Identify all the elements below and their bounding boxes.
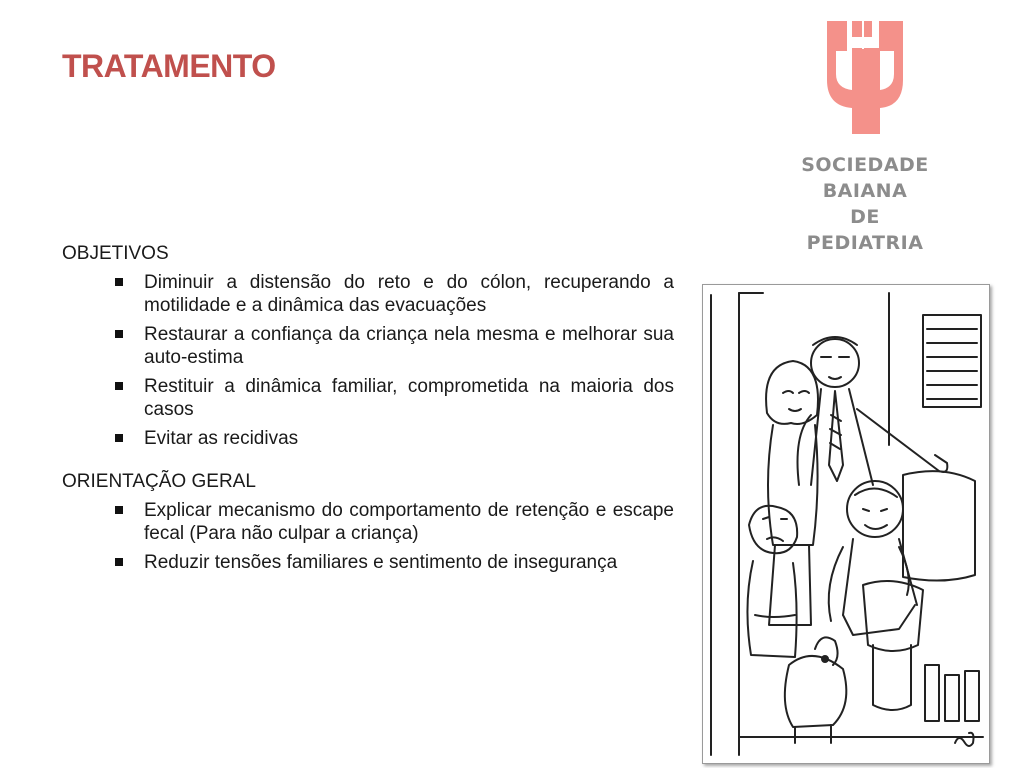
list-item <box>114 375 674 421</box>
section-objetivos <box>62 242 674 450</box>
bullet-list <box>62 271 674 450</box>
list-item <box>114 551 674 574</box>
bullet-text: Explicar mecanismo do comportamento de retenção e escape fecal (Para não culpar a criança) <box>144 500 674 544</box>
list-item <box>114 499 674 545</box>
logo-text <box>790 152 940 256</box>
square-bullet-icon <box>115 506 123 514</box>
slide-body <box>62 242 674 594</box>
bullet-list <box>62 499 674 574</box>
logo-line-3: DE PEDIATRIA <box>806 206 924 254</box>
slide-title: TRATAMENTO <box>62 48 276 84</box>
list-item <box>114 271 674 317</box>
logo-line-1: SOCIEDADE <box>801 154 929 176</box>
logo-line-2: BAIANA <box>822 180 908 202</box>
square-bullet-icon <box>115 330 123 338</box>
pediatric-cross-icon <box>790 18 940 148</box>
bullet-text: Diminuir a distensão do reto e do cólon, recuperando a motilidade e a dinâmica das evacuações <box>144 272 674 316</box>
society-logo <box>790 18 940 254</box>
square-bullet-icon <box>115 558 123 566</box>
family-bathroom-cartoon <box>703 285 989 763</box>
list-item <box>114 427 674 450</box>
bullet-text: Restituir a dinâmica familiar, comprometida na maioria dos casos <box>144 376 674 420</box>
cartoon-illustration <box>702 284 990 764</box>
square-bullet-icon <box>115 382 123 390</box>
list-item <box>114 323 674 369</box>
square-bullet-icon <box>115 434 123 442</box>
section-orientacao-geral <box>62 470 674 574</box>
square-bullet-icon <box>115 278 123 286</box>
bullet-text: Restaurar a confiança da criança nela mesma e melhorar sua auto-estima <box>144 324 674 368</box>
section-heading: ORIENTAÇÃO GERAL <box>62 471 256 492</box>
section-heading: OBJETIVOS <box>62 243 169 264</box>
bullet-text: Evitar as recidivas <box>144 428 299 449</box>
bullet-text: Reduzir tensões familiares e sentimento de insegurança <box>144 552 618 573</box>
